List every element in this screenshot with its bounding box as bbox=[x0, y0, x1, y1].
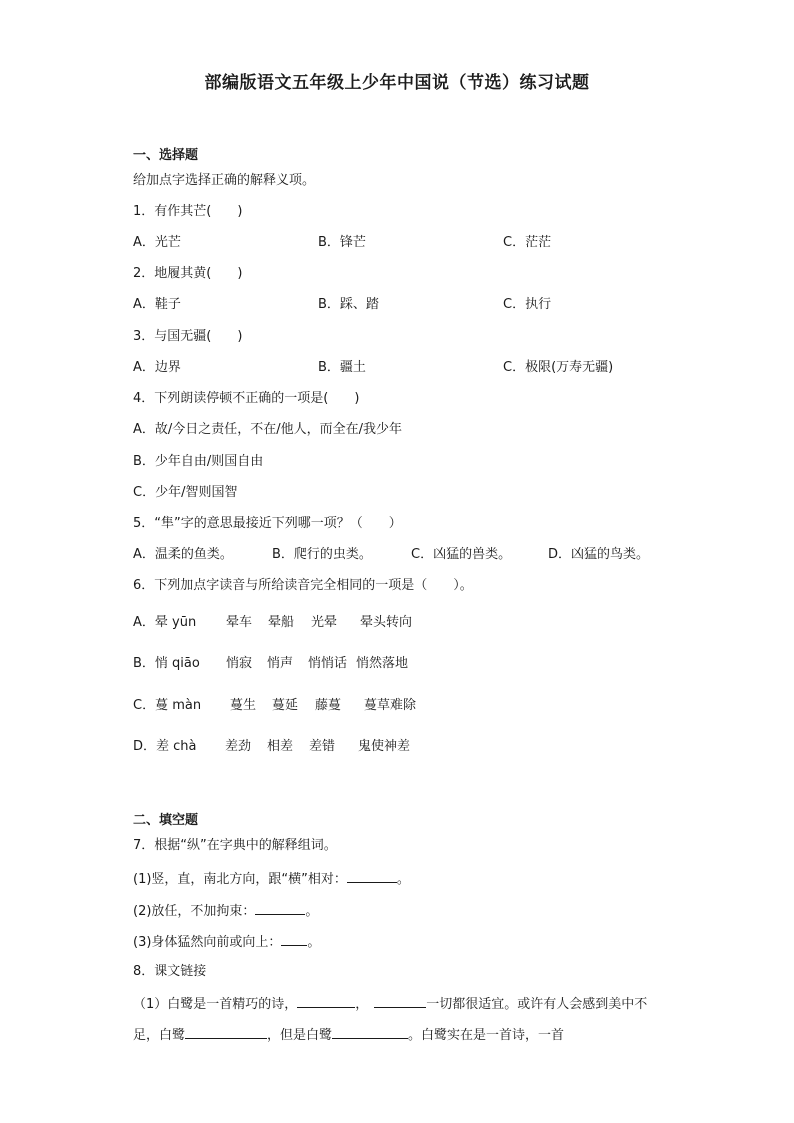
q7-item-2-text: (2)放任，不加拘束： bbox=[133, 904, 256, 919]
q6-d-word: 差劲 bbox=[225, 739, 252, 754]
q8-line-2-a: 足，白鹭 bbox=[133, 1028, 186, 1043]
q7-item-2 bbox=[133, 901, 318, 921]
q5-option-c[interactable]: C．凶猛的兽类。 bbox=[411, 547, 512, 562]
q3-option-a[interactable]: A．边界 bbox=[133, 360, 181, 375]
q3-option-c[interactable]: C．极限(万寿无疆) bbox=[503, 360, 614, 375]
q1-option-b[interactable]: B．锋芒 bbox=[318, 235, 366, 250]
q7-item-2-end: 。 bbox=[305, 904, 319, 919]
section-heading-fill: 二、填空题 bbox=[133, 813, 199, 828]
q4-option-c[interactable]: C．少年/智则国智 bbox=[133, 485, 238, 500]
q8-line-1-c: 一切都很适宜。或许有人会感到美中不 bbox=[426, 997, 648, 1012]
q7-item-3 bbox=[133, 932, 320, 952]
q7-item-1 bbox=[133, 869, 410, 889]
q6-d-word: 相差 bbox=[267, 739, 294, 754]
question-6-stem: 6．下列加点字读音与所给读音完全相同的一项是（ ）。 bbox=[133, 578, 473, 593]
question-2-stem: 2．地履其黄( ) bbox=[133, 266, 243, 281]
q5-option-d[interactable]: D．凶猛的鸟类。 bbox=[548, 547, 650, 562]
q8-line-1-b: ， bbox=[355, 997, 369, 1012]
q2-option-b[interactable]: B．踩、踏 bbox=[318, 297, 379, 312]
q6-d-head: D．差 chà bbox=[133, 739, 197, 754]
q8-line-2 bbox=[133, 1025, 564, 1045]
q5-option-a[interactable]: A．温柔的鱼类。 bbox=[133, 547, 233, 562]
answer-blank[interactable] bbox=[281, 932, 307, 946]
section-heading-choice: 一、选择题 bbox=[133, 148, 199, 163]
question-5-stem: 5．“隼”字的意思最接近下列哪一项？（ ） bbox=[133, 516, 402, 531]
q6-d-word: 差错 bbox=[309, 739, 336, 754]
q8-line-2-b: ，但是白鹭 bbox=[267, 1028, 333, 1043]
q7-item-1-text: (1)竖，直，南北方向，跟“横”相对： bbox=[133, 872, 347, 887]
q7-item-3-text: (3)身体猛然向前或向上： bbox=[133, 935, 282, 950]
question-8-stem: 8．课文链接 bbox=[133, 964, 207, 979]
question-3-stem: 3．与国无疆( ) bbox=[133, 329, 243, 344]
q6-c-word: 藤蔓 bbox=[315, 698, 342, 713]
q8-line-1-a: （1）白鹭是一首精巧的诗， bbox=[133, 997, 298, 1012]
answer-blank[interactable] bbox=[297, 994, 355, 1008]
q6-c-word: 蔓草难除 bbox=[364, 698, 417, 713]
q7-item-1-end: 。 bbox=[396, 872, 410, 887]
q6-b-word: 悄声 bbox=[267, 656, 294, 671]
q6-b-head: B．悄 qiāo bbox=[133, 656, 200, 671]
q1-option-c[interactable]: C．茫茫 bbox=[503, 235, 552, 250]
q3-option-b[interactable]: B．疆土 bbox=[318, 360, 366, 375]
q6-c-head: C．蔓 màn bbox=[133, 698, 202, 713]
q6-a-word: 光晕 bbox=[311, 615, 338, 630]
q6-a-word: 晕车 bbox=[226, 615, 253, 630]
answer-blank[interactable] bbox=[332, 1025, 408, 1039]
question-1-stem: 1．有作其芒( ) bbox=[133, 204, 243, 219]
q2-option-c[interactable]: C．执行 bbox=[503, 297, 552, 312]
instruction-text: 给加点字选择正确的解释义项。 bbox=[133, 173, 316, 188]
q1-option-a[interactable]: A．光芒 bbox=[133, 235, 181, 250]
q5-option-b[interactable]: B．爬行的虫类。 bbox=[272, 547, 372, 562]
q6-b-word: 悄悄话 bbox=[308, 656, 348, 671]
q7-item-3-end: 。 bbox=[307, 935, 321, 950]
q2-option-a[interactable]: A．鞋子 bbox=[133, 297, 181, 312]
q8-line-2-c: 。白鹭实在是一首诗，一首 bbox=[408, 1028, 565, 1043]
q6-d-word: 鬼使神差 bbox=[358, 739, 411, 754]
q8-line-1 bbox=[133, 994, 647, 1014]
answer-blank[interactable] bbox=[255, 901, 305, 915]
q4-option-a[interactable]: A．故/今日之责任，不在/他人，而全在/我少年 bbox=[133, 422, 403, 437]
page-title: 部编版语文五年级上少年中国说（节选）练习试题 bbox=[204, 73, 590, 93]
answer-blank[interactable] bbox=[185, 1025, 267, 1039]
q4-option-b[interactable]: B．少年自由/则国自由 bbox=[133, 454, 264, 469]
question-7-stem: 7．根据“纵”在字典中的解释组词。 bbox=[133, 838, 337, 853]
answer-blank[interactable] bbox=[374, 994, 426, 1008]
answer-blank[interactable] bbox=[347, 869, 397, 883]
q6-c-word: 蔓生 bbox=[230, 698, 257, 713]
q6-a-word: 晕头转向 bbox=[360, 615, 413, 630]
question-4-stem: 4．下列朗读停顿不正确的一项是( ) bbox=[133, 391, 360, 406]
q6-a-head: A．晕 yūn bbox=[133, 615, 197, 630]
q6-a-word: 晕船 bbox=[268, 615, 295, 630]
q6-b-word: 悄然落地 bbox=[356, 656, 409, 671]
q6-b-word: 悄寂 bbox=[226, 656, 253, 671]
q6-c-word: 蔓延 bbox=[272, 698, 299, 713]
